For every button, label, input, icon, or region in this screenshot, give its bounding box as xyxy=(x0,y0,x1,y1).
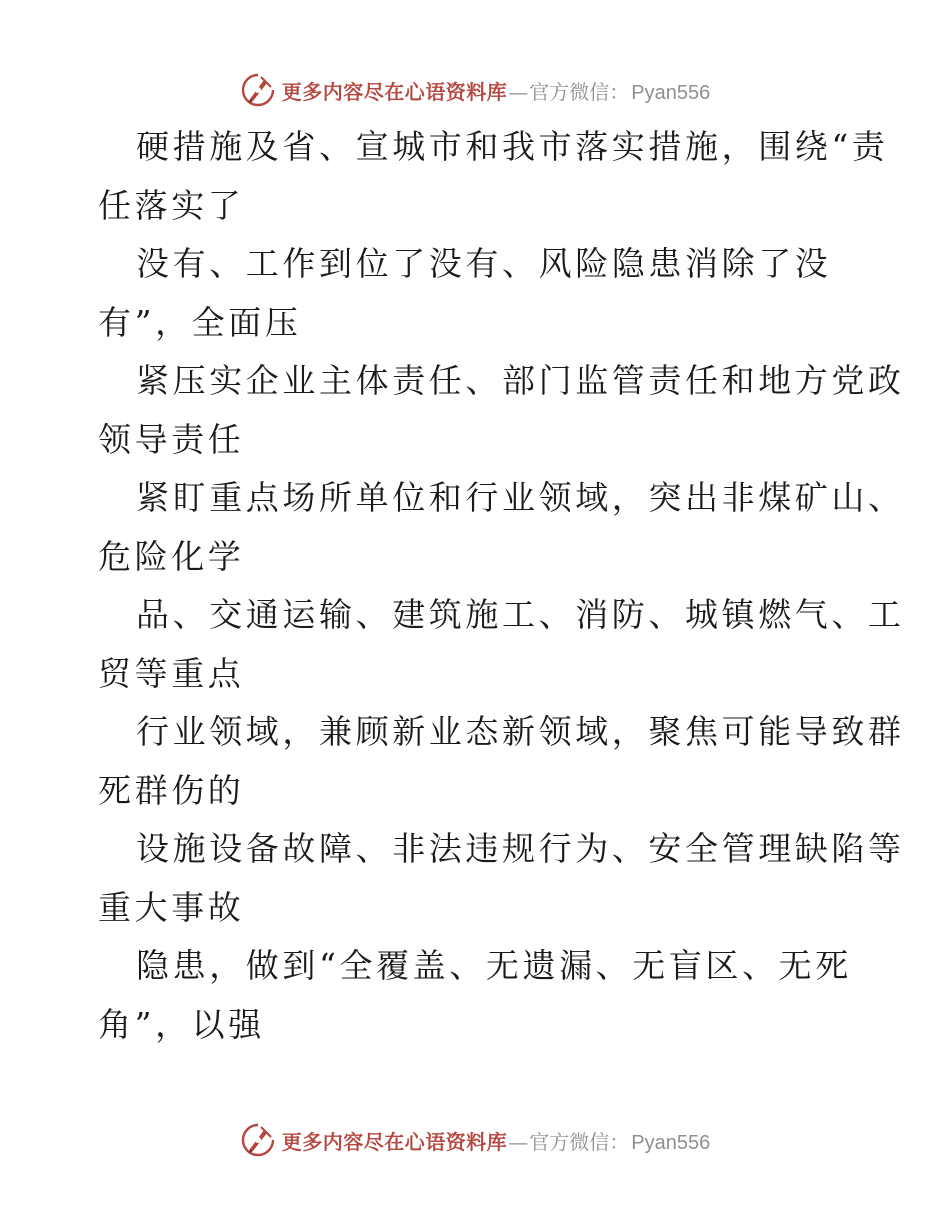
header-label: 官方微信： xyxy=(529,79,630,104)
quill-seal-icon xyxy=(240,72,276,108)
text-line: 任落实了 xyxy=(98,185,245,225)
text-line: 角”，以强 xyxy=(98,1004,265,1044)
text-line: 紧盯重点场所单位和行业领域，突出非煤矿山、 xyxy=(136,478,905,517)
text-line: 行业领域，兼顾新业态新领域，聚焦可能导致群 xyxy=(136,712,905,751)
footer-banner xyxy=(0,1118,950,1162)
footer-account: Pyan556 xyxy=(631,1131,711,1154)
quill-seal-icon xyxy=(240,1122,276,1158)
text-line: 领导责任 xyxy=(98,419,245,459)
header-separator: — xyxy=(508,79,529,104)
footer-label: 官方微信： xyxy=(529,1129,630,1154)
footer-text xyxy=(282,1126,710,1155)
body-text xyxy=(98,118,905,1054)
text-line: 硬措施及省、宣城市和我市落实措施，围绕“责 xyxy=(136,127,889,166)
footer-title: 更多内容尽在心语资料库 xyxy=(281,1129,508,1154)
text-line: 紧压实企业主体责任、部门监管责任和地方党政 xyxy=(136,361,905,400)
text-line: 没有、工作到位了没有、风险隐患消除了没 xyxy=(136,244,832,283)
text-line: 死群伤的 xyxy=(98,770,245,810)
text-line: 隐患，做到“全覆盖、无遗漏、无盲区、无死 xyxy=(136,946,852,985)
header-account: Pyan556 xyxy=(631,81,711,104)
text-line: 有”，全面压 xyxy=(98,302,302,342)
header-banner xyxy=(0,68,950,112)
text-line: 贸等重点 xyxy=(98,653,245,693)
header-text xyxy=(282,76,710,105)
text-line: 设施设备故障、非法违规行为、安全管理缺陷等 xyxy=(136,829,905,868)
text-line: 品、交通运输、建筑施工、消防、城镇燃气、工 xyxy=(136,595,905,634)
header-title: 更多内容尽在心语资料库 xyxy=(281,79,508,104)
text-line: 危险化学 xyxy=(98,536,245,576)
text-line: 重大事故 xyxy=(98,887,245,927)
footer-separator: — xyxy=(508,1129,529,1154)
